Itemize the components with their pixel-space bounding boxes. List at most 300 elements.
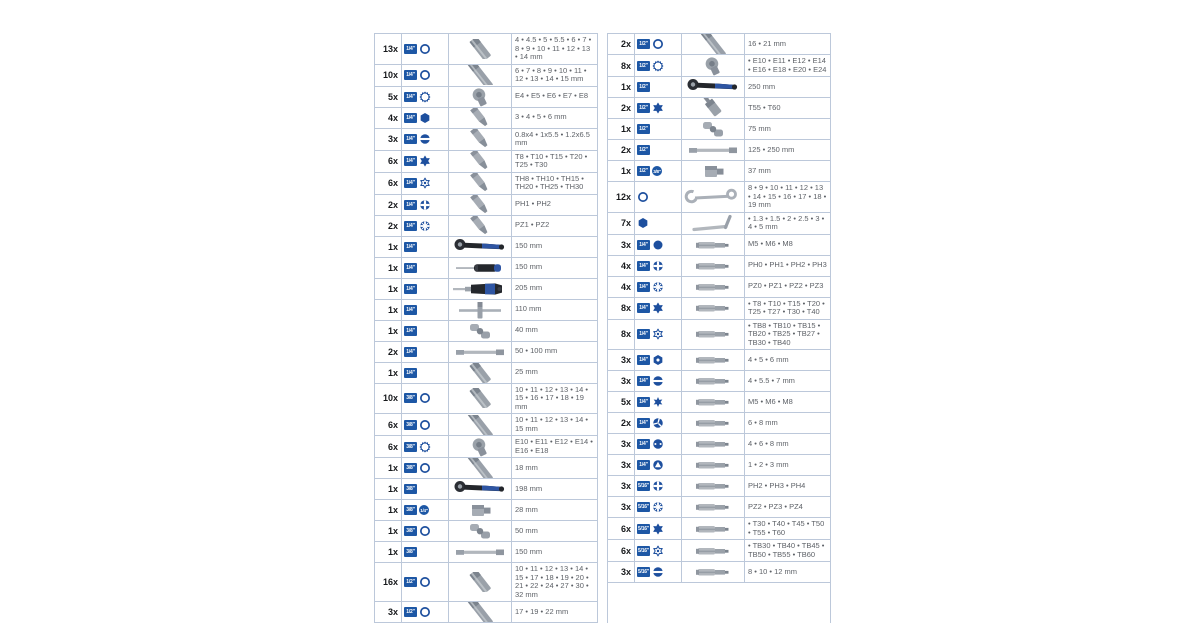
socket-image: [449, 34, 512, 64]
profile-icons-cell: [635, 161, 682, 181]
hex-socket-circle-icon: [419, 525, 431, 537]
combination-wrench-image: [682, 182, 745, 212]
bit-image: [449, 151, 512, 172]
sizes-label: 17 • 19 • 22 mm: [515, 606, 569, 616]
drive-size-badge: 1/4": [404, 134, 417, 144]
socket-image: [449, 384, 512, 414]
profile-icons-cell: [402, 500, 449, 520]
table-row: [608, 34, 830, 55]
sizes-label: • T8 • T10 • T15 • T20 • T25 • T27 • T30 • T40: [748, 298, 825, 316]
quantity-label: 5x: [375, 87, 402, 107]
quantity-label: 3x: [608, 562, 635, 582]
drive-size-badge: 1/2": [637, 145, 650, 155]
profile-icons-cell: [402, 542, 449, 562]
sizes-label: 37 mm: [748, 165, 771, 175]
sizes-label: TH8 • TH10 • TH15 • TH20 • TH25 • TH30: [515, 173, 584, 191]
e-socket-image: [682, 55, 745, 76]
drive-size-badge: 5/16": [637, 504, 650, 510]
drive-size-badge: 1/4": [637, 282, 650, 292]
sizes-label: 6 • 7 • 8 • 9 • 10 • 11 • 12 • 13 • 14 • 15 mm: [515, 65, 587, 83]
drive-size-badge: 1/4": [404, 70, 417, 80]
quantity-label: 1x: [375, 479, 402, 499]
drive-size-badge: 1/2": [637, 82, 650, 92]
profile-icons-cell: [635, 235, 682, 255]
sizes-label: • 1.3 • 1.5 • 2 • 2.5 • 3 • 4 • 5 mm: [748, 213, 825, 231]
drive-size-badge: 1/4": [404, 92, 417, 102]
table-row: [375, 34, 597, 65]
bit-flat-image: [682, 277, 745, 297]
table-row: [608, 55, 830, 77]
sizes-label: 3 • 4 • 5 • 6 mm: [515, 112, 567, 122]
quantity-label: 5x: [608, 392, 635, 412]
bit-flat-image: [682, 392, 745, 412]
table-row: [608, 98, 830, 119]
table-row: [375, 479, 597, 500]
profile-icons-cell: [402, 108, 449, 128]
sizes-label: T55 • T60: [748, 102, 781, 112]
torx-icon: [652, 302, 664, 314]
drive-size-badge: 5/16": [637, 483, 650, 489]
quantity-label: 3x: [375, 602, 402, 622]
phillips-icon: [652, 260, 664, 272]
table-row: [375, 500, 597, 521]
bit-flat-image: [682, 371, 745, 391]
table-row: [375, 87, 597, 108]
sizes-label: 198 mm: [515, 483, 543, 493]
table-row: [375, 384, 597, 415]
drive-size-badge: 3/8": [404, 505, 417, 515]
bit-flat-image: [682, 413, 745, 433]
profile-icons-cell: [402, 279, 449, 299]
table-row: [375, 108, 597, 129]
profile-icons-cell: [402, 363, 449, 383]
table-row: [375, 195, 597, 216]
sizes-label: 40 mm: [515, 325, 538, 335]
quantity-label: 1x: [375, 458, 402, 478]
drive-size-badge: 3/8": [404, 393, 417, 403]
left-table: [374, 33, 598, 623]
contents-tables: [374, 33, 831, 623]
drive-size-badge: 3/8": [404, 420, 417, 430]
drive-size-badge: 1/4": [637, 418, 650, 428]
profile-icons-cell: [635, 455, 682, 475]
profile-icons-cell: [635, 140, 682, 160]
table-row: [608, 476, 830, 497]
hex-socket-circle-icon: [419, 606, 431, 618]
bit-flat-image: [682, 518, 745, 539]
quantity-label: 2x: [375, 342, 402, 362]
sizes-label: 16 • 21 mm: [748, 38, 787, 48]
drive-size-badge: 1/2": [404, 577, 417, 587]
bit-flat-image: [682, 320, 745, 350]
drive-size-badge: 1/4": [404, 242, 417, 252]
profile-icons-cell: [402, 479, 449, 499]
slotted-icon: [652, 566, 664, 578]
drive-size-badge: 1/4": [637, 240, 650, 250]
quantity-label: 1x: [375, 542, 402, 562]
e-socket-image: [449, 87, 512, 107]
table-row: [375, 300, 597, 321]
bit-flat-image: [682, 540, 745, 561]
table-row: [375, 65, 597, 87]
adapter-image: [682, 161, 745, 181]
table-row: [375, 458, 597, 479]
profile-icons-cell: [635, 77, 682, 97]
hex-socket-circle-icon: [419, 576, 431, 588]
drive-size-badge: 3/8": [404, 463, 417, 473]
phillips-icon: [419, 199, 431, 211]
table-row: [608, 392, 830, 413]
profile-icons-cell: [635, 213, 682, 234]
bit-flat-image: [682, 350, 745, 370]
pozidriv-icon: [652, 281, 664, 293]
profile-icons-cell: [635, 182, 682, 212]
profile-icons-cell: [635, 540, 682, 561]
sizes-label: 110 mm: [515, 304, 542, 314]
drive-size-badge: 1/2": [637, 103, 650, 113]
quantity-label: 4x: [608, 256, 635, 276]
profile-icons-cell: [635, 277, 682, 297]
profile-icons-cell: [635, 34, 682, 54]
profile-icons-cell: [402, 258, 449, 278]
e-profile-icon: [652, 60, 664, 72]
sizes-label: 4 • 6 • 8 mm: [748, 438, 789, 448]
profile-icons-cell: [402, 151, 449, 172]
drive-size-badge: 1/4": [404, 284, 417, 294]
sizes-label: 150 mm: [515, 262, 543, 272]
profile-icons-cell: [402, 195, 449, 215]
profile-icons-cell: [635, 476, 682, 496]
screwdriver-image: [449, 258, 512, 278]
quantity-label: 13x: [375, 34, 402, 64]
adapter-drive-badge: 3/8": [652, 166, 662, 176]
tamper-torx-icon: [419, 177, 431, 189]
ratchet-image: [449, 479, 512, 499]
sizes-label: T8 • T10 • T15 • T20 • T25 • T30: [515, 151, 588, 169]
hex-icon: [637, 217, 649, 229]
profile-icons-cell: [635, 98, 682, 118]
table-row: [608, 350, 830, 371]
drive-size-badge: 3/8": [404, 484, 417, 494]
bit-flat-image: [682, 235, 745, 255]
profile-icons-cell: [402, 342, 449, 362]
ratchet-image: [449, 237, 512, 257]
table-row: [375, 279, 597, 300]
sizes-label: 25 mm: [515, 367, 538, 377]
sizes-label: M5 • M6 • M8: [748, 396, 793, 406]
drive-size-badge: 1/2": [637, 124, 650, 134]
bit-flat-image: [682, 562, 745, 582]
sizes-label: 8 • 10 • 12 mm: [748, 566, 798, 576]
pozidriv-icon: [652, 501, 664, 513]
sizes-label: E10 • E11 • E12 • E14 • E16 • E18: [515, 437, 593, 455]
profile-icons-cell: [402, 384, 449, 414]
table-row: [375, 151, 597, 173]
table-row: [375, 542, 597, 563]
table-row: [608, 213, 830, 235]
drive-size-badge: 1/4": [637, 376, 650, 386]
profile-icons-cell: [635, 497, 682, 517]
quantity-label: 2x: [608, 34, 635, 54]
table-row: [375, 173, 597, 195]
slotted-icon: [419, 133, 431, 145]
tamper-torx-icon: [652, 328, 664, 340]
table-row: [608, 562, 830, 583]
table-row: [608, 371, 830, 392]
profile-icons-cell: [402, 237, 449, 257]
quantity-label: 8x: [608, 298, 635, 319]
table-row: [375, 129, 597, 151]
pozidriv-icon: [419, 220, 431, 232]
drive-size-badge: 1/2": [404, 607, 417, 617]
profile-icons-cell: [402, 521, 449, 541]
quantity-label: 1x: [375, 279, 402, 299]
profile-icons-cell: [402, 300, 449, 320]
bit-flat-image: [682, 298, 745, 319]
sizes-label: E4 • E5 • E6 • E7 • E8: [515, 91, 589, 101]
sizes-label: • TB30 • TB40 • TB45 • TB50 • TB55 • TB60: [748, 541, 825, 559]
deep-socket-image: [449, 65, 512, 86]
adapter-drive-badge: 1/4": [419, 505, 429, 515]
table-row: [375, 521, 597, 542]
profile-icons-cell: [402, 173, 449, 194]
quantity-label: 4x: [608, 277, 635, 297]
drive-size-badge: 1/4": [637, 439, 650, 449]
hex-socket-circle-icon: [419, 462, 431, 474]
deep-socket-image: [449, 414, 512, 435]
quantity-label: 6x: [608, 518, 635, 539]
bit-image: [449, 129, 512, 150]
table-row: [608, 277, 830, 298]
sizes-label: 150 mm: [515, 241, 543, 251]
sizes-label: PZ0 • PZ1 • PZ2 • PZ3: [748, 281, 824, 291]
quantity-label: 1x: [608, 119, 635, 139]
quantity-label: 7x: [608, 213, 635, 234]
table-row: [375, 436, 597, 458]
quantity-label: 1x: [375, 300, 402, 320]
table-row: [608, 235, 830, 256]
drive-size-badge: 5/16": [637, 547, 650, 554]
hex-socket-circle-icon: [419, 392, 431, 404]
profile-icons-cell: [635, 55, 682, 76]
bit-socket-image: [682, 98, 745, 118]
table-row: [608, 298, 830, 320]
bit-flat-image: [682, 455, 745, 475]
sizes-label: 150 mm: [515, 546, 543, 556]
drive-size-badge: 1/4": [637, 261, 650, 271]
drive-size-badge: 1/4": [637, 397, 650, 407]
hex-icon: [419, 112, 431, 124]
spline-dot-icon: [652, 239, 664, 251]
sizes-label: PH0 • PH1 • PH2 • PH3: [748, 260, 827, 270]
sizes-label: 1 • 2 • 3 mm: [748, 459, 789, 469]
drive-size-badge: 1/4": [637, 460, 650, 470]
profile-icons-cell: [635, 350, 682, 370]
tamper-torx-icon: [652, 545, 664, 557]
table-row: [608, 455, 830, 476]
hex-bore-icon: [652, 354, 664, 366]
quantity-label: 1x: [375, 521, 402, 541]
sizes-label: 4 • 5.5 • 7 mm: [748, 375, 795, 385]
table-row: [608, 77, 830, 98]
sizes-label: 0.8x4 • 1x5.5 • 1.2x6.5 mm: [515, 129, 590, 147]
quantity-label: 2x: [608, 140, 635, 160]
sizes-label: 10 • 11 • 12 • 13 • 14 • 15 • 16 • 17 • 18 • 19 mm: [515, 384, 589, 411]
right-table: [607, 33, 831, 623]
tri-wing-icon: [652, 417, 664, 429]
drive-size-badge: 1/2": [637, 39, 650, 49]
bit-flat-image: [682, 497, 745, 517]
table-row: [375, 258, 597, 279]
table-row: [375, 563, 597, 602]
table-row: [375, 216, 597, 237]
bit-image: [449, 216, 512, 236]
drive-size-badge: 1/4": [404, 156, 417, 166]
sizes-label: 10 • 11 • 12 • 13 • 14 • 15 mm: [515, 415, 589, 433]
drive-size-badge: 1/4": [404, 347, 417, 357]
socket-image: [449, 363, 512, 383]
drive-size-badge: 1/2": [637, 61, 650, 71]
bit-image: [449, 108, 512, 128]
drive-size-badge: 1/4": [404, 221, 417, 231]
profile-icons-cell: [402, 436, 449, 457]
e-socket-image: [449, 436, 512, 457]
drive-size-badge: 1/4": [404, 178, 417, 188]
bit-driver-image: [449, 279, 512, 299]
sizes-label: • T30 • T40 • T45 • T50 • T55 • T60: [748, 519, 825, 537]
slotted-icon: [652, 375, 664, 387]
quantity-label: 2x: [375, 216, 402, 236]
quantity-label: 3x: [608, 476, 635, 496]
t-bar-image: [449, 300, 512, 320]
table-row: [375, 321, 597, 342]
universal-joint-image: [449, 521, 512, 541]
table-row: [608, 119, 830, 140]
e-profile-icon: [419, 441, 431, 453]
profile-icons-cell: [635, 119, 682, 139]
quantity-label: 3x: [608, 455, 635, 475]
bit-image: [449, 195, 512, 215]
quantity-label: 2x: [608, 98, 635, 118]
quantity-label: 10x: [375, 384, 402, 414]
drive-size-badge: 1/4": [404, 368, 417, 378]
socket-image: [449, 563, 512, 601]
sizes-label: PZ2 • PZ3 • PZ4: [748, 501, 803, 511]
quantity-label: 16x: [375, 563, 402, 601]
profile-icons-cell: [635, 320, 682, 350]
sizes-label: • E10 • E11 • E12 • E14 • E16 • E18 • E20 • E24: [748, 56, 827, 74]
quantity-label: 6x: [375, 173, 402, 194]
quantity-label: 3x: [608, 350, 635, 370]
spanner-icon: [652, 438, 664, 450]
profile-icons-cell: [402, 129, 449, 150]
profile-icons-cell: [635, 371, 682, 391]
extension-image: [449, 542, 512, 562]
drive-size-badge: 1/4": [637, 303, 650, 313]
bit-flat-image: [682, 476, 745, 496]
quantity-label: 1x: [375, 258, 402, 278]
ratchet-image: [682, 77, 745, 97]
drive-size-badge: 1/4": [404, 200, 417, 210]
quantity-label: 3x: [608, 235, 635, 255]
quantity-label: 1x: [375, 500, 402, 520]
table-row: [608, 161, 830, 182]
quantity-label: 1x: [608, 161, 635, 181]
quantity-label: 6x: [375, 436, 402, 457]
triangle-icon: [652, 459, 664, 471]
quantity-label: 3x: [375, 129, 402, 150]
profile-icons-cell: [402, 458, 449, 478]
profile-icons-cell: [635, 256, 682, 276]
drive-size-badge: 1/4": [404, 305, 417, 315]
quantity-label: 1x: [375, 237, 402, 257]
drive-size-badge: 5/16": [637, 569, 650, 575]
profile-icons-cell: [635, 413, 682, 433]
quantity-label: 12x: [608, 182, 635, 212]
sizes-label: 4 • 4.5 • 5 • 5.5 • 6 • 7 • 8 • 9 • 10 • 11 • 12 • 13 • 14 mm: [515, 35, 592, 61]
table-row: [375, 363, 597, 384]
drive-size-badge: 3/8": [404, 442, 417, 452]
quantity-label: 2x: [608, 413, 635, 433]
quantity-label: 3x: [608, 497, 635, 517]
profile-icons-cell: [635, 434, 682, 454]
table-row: [608, 140, 830, 161]
table-row: [608, 434, 830, 455]
sizes-label: 28 mm: [515, 504, 538, 514]
table-row: [375, 342, 597, 363]
drive-size-badge: 3/8": [404, 526, 417, 536]
profile-icons-cell: [635, 562, 682, 582]
quantity-label: 8x: [608, 320, 635, 350]
table-row: [608, 182, 830, 213]
table-row: [608, 497, 830, 518]
extension-image: [682, 140, 745, 160]
drive-size-badge: 1/4": [404, 113, 417, 123]
quantity-label: 3x: [608, 371, 635, 391]
quantity-label: 6x: [375, 151, 402, 172]
sizes-label: 10 • 11 • 12 • 13 • 14 • 15 • 17 • 18 • 19 • 20 • 21 • 22 • 24 • 27 • 30 • 32 mm: [515, 564, 589, 599]
hex-socket-circle-icon: [419, 419, 431, 431]
profile-icons-cell: [635, 392, 682, 412]
bit-flat-image: [682, 434, 745, 454]
profile-icons-cell: [635, 298, 682, 319]
sizes-label: M5 • M6 • M8: [748, 239, 793, 249]
quantity-label: 8x: [608, 55, 635, 76]
e-profile-icon: [419, 91, 431, 103]
profile-icons-cell: [402, 65, 449, 86]
phillips-icon: [652, 480, 664, 492]
quantity-label: 3x: [608, 434, 635, 454]
torx-icon: [419, 155, 431, 167]
sizes-label: 6 • 8 mm: [748, 417, 778, 427]
table-row: [375, 237, 597, 258]
bit-image: [449, 173, 512, 194]
universal-joint-image: [449, 321, 512, 341]
hex-socket-circle-icon: [637, 191, 649, 203]
drive-size-badge: 1/4": [637, 355, 650, 365]
sizes-label: 8 • 9 • 10 • 11 • 12 • 13 • 14 • 15 • 16 • 17 • 18 • 19 mm: [748, 183, 827, 209]
hex-socket-circle-icon: [419, 43, 431, 55]
quantity-label: 2x: [375, 195, 402, 215]
profile-icons-cell: [402, 563, 449, 601]
torx-icon: [652, 523, 664, 535]
adapter-image: [449, 500, 512, 520]
sizes-label: 50 • 100 mm: [515, 346, 558, 356]
profile-icons-cell: [402, 87, 449, 107]
deep-socket-image: [682, 34, 745, 54]
profile-icons-cell: [402, 216, 449, 236]
extension-image: [449, 342, 512, 362]
